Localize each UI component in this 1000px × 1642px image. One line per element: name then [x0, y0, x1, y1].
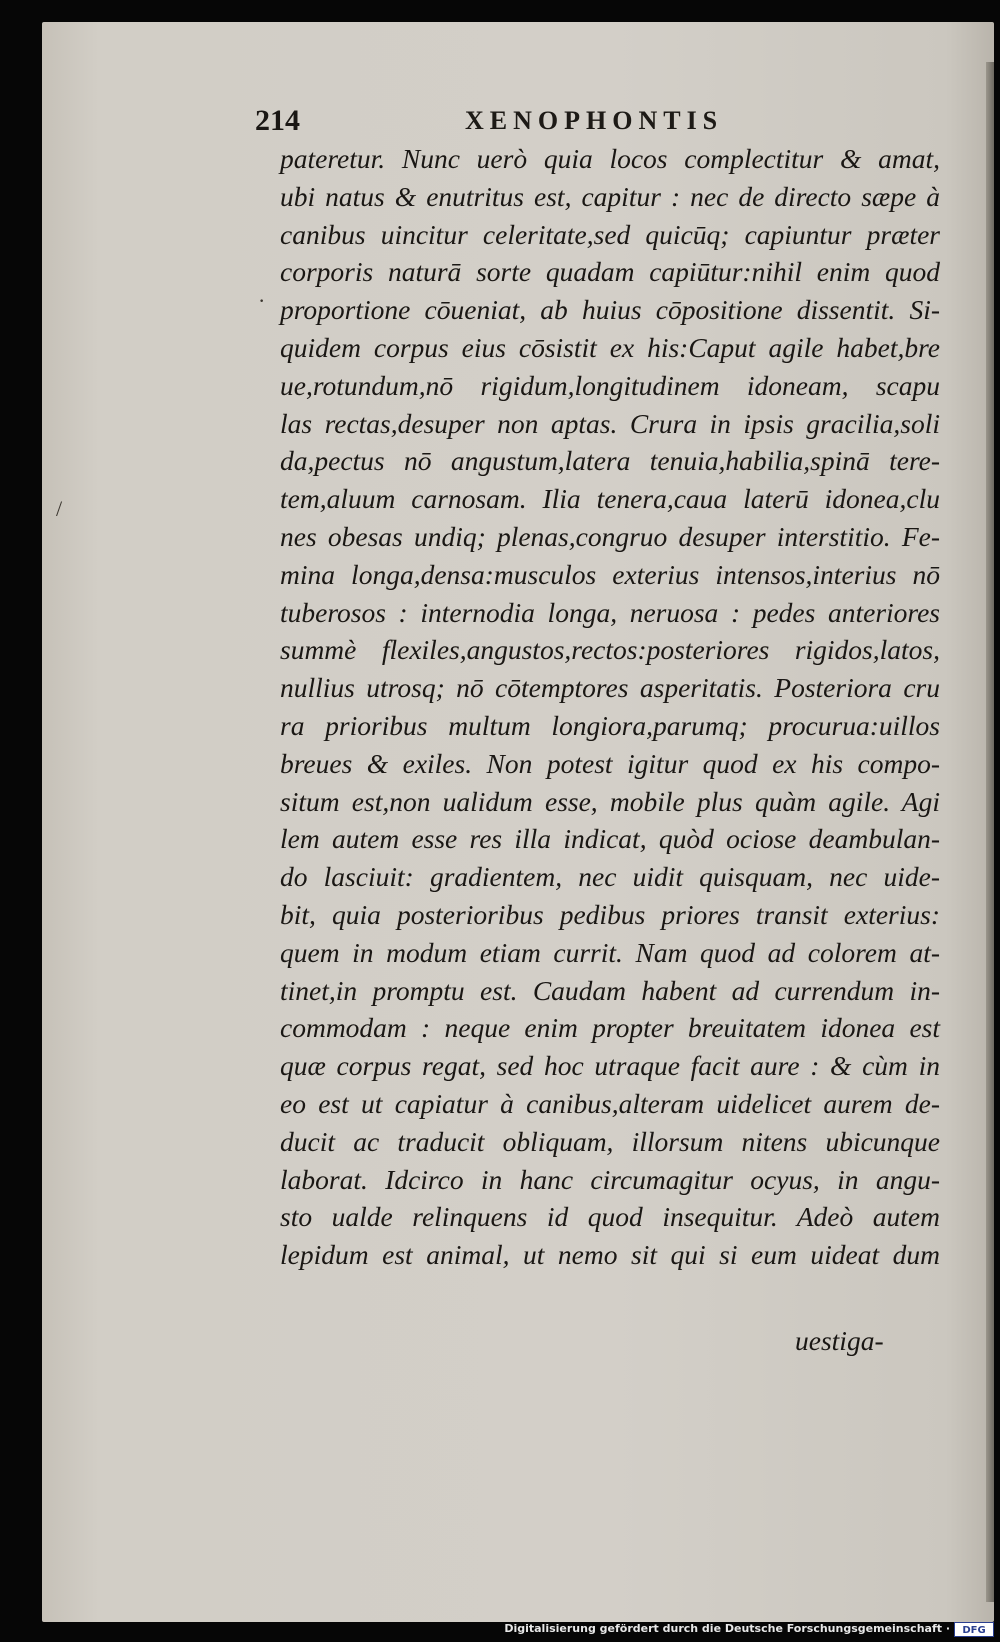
text-line: lepidum est animal, ut nemo sit qui si eum uideat dum — [280, 1239, 940, 1271]
catchword: uestiga- — [795, 1325, 884, 1356]
text-line: situm est,non ualidum esse, mobile plus quàm agile. Agi — [280, 785, 940, 817]
text-line: ubi natus & enutritus est, capitur : nec de directo sæpe à — [280, 180, 940, 212]
text-line: pateretur. Nunc uerò quia locos complectitur & amat, — [280, 143, 940, 174]
text-line: sto ualde relinquens id quod insequitur. Adeò autem — [280, 1201, 940, 1233]
text-line: lem autem esse res illa indicat, quòd ociose deambulan- — [280, 823, 940, 855]
page-number: 214 — [255, 104, 300, 137]
text-line: do lasciuit: gradientem, nec uidit quisquam, nec uide- — [280, 861, 940, 893]
margin-mark-stroke: / — [56, 496, 63, 521]
text-line: nullius utrosq; nō cōtemptores asperitatis. Posteriora cru — [280, 672, 940, 704]
text-line: quem in modum etiam currit. Nam quod ad colorem at- — [280, 936, 940, 968]
text-line: mina longa,densa:musculos exterius intensos,interius nō — [280, 558, 940, 590]
text-line: nes obesas undiq; plenas,congruo desuper interstitio. Fe- — [280, 520, 940, 552]
text-line: canibus uincitur celeritate,sed quicūq; capiuntur præter — [280, 218, 940, 250]
text-line: proportione cōueniat, ab huius cōpositione dissentit. Si- — [280, 294, 940, 326]
text-line: tem,aluum carnosam. Ilia tenera,caua laterū idonea,clu — [280, 483, 940, 515]
text-line: ducit ac traducit obliquam, illorsum nitens ubicunque — [280, 1125, 940, 1157]
text-line: bit, quia posterioribus pedibus priores transit exterius: — [280, 898, 940, 930]
digitization-credit: Digitalisierung gefördert durch die Deutsche Forschungsgemeinschaft · — [504, 1622, 950, 1635]
text-line: eo est ut capiatur à canibus,alteram uidelicet aurem de- — [280, 1087, 940, 1119]
text-line: da,pectus nō angustum,latera tenuia,habilia,spinā tere- — [280, 445, 940, 477]
text-line: corporis naturā sorte quadam capiūtur:nihil enim quod — [280, 256, 940, 288]
text-line: breues & exiles. Non potest igitur quod ex his compo- — [280, 747, 940, 779]
page-edge-shadow — [986, 62, 994, 1602]
text-line: quidem corpus eius cōsistit ex his:Caput agile habet,bre — [280, 331, 940, 363]
text-line: summè flexiles,angustos,rectos:posteriores rigidos,latos, — [280, 634, 940, 666]
text-line: laborat. Idcirco in hanc circumagitur ocyus, in angu- — [280, 1163, 940, 1195]
text-line: tinet,in promptu est. Caudam habent ad currendum in- — [280, 974, 940, 1006]
text-line: ra prioribus multum longiora,parumq; procurua:uillos — [280, 709, 940, 741]
dfg-logo: DFG — [954, 1622, 994, 1637]
running-head: XENOPHONTIS — [465, 106, 724, 135]
text-line: ue,rotundum,nō rigidum,longitudinem idoneam, scapu — [280, 369, 940, 401]
body-text — [280, 140, 940, 1274]
margin-mark-dot: · — [258, 288, 266, 313]
page-header — [255, 104, 935, 144]
text-line: tuberosos : internodia longa, neruosa : pedes anteriores — [280, 596, 940, 628]
text-line: quæ corpus regat, sed hoc utraque facit aure : & cùm in — [280, 1050, 940, 1082]
text-line: commodam : neque enim propter breuitatem idonea est — [280, 1012, 940, 1044]
text-line: las rectas,desuper non aptas. Crura in ipsis gracilia,soli — [280, 407, 940, 439]
